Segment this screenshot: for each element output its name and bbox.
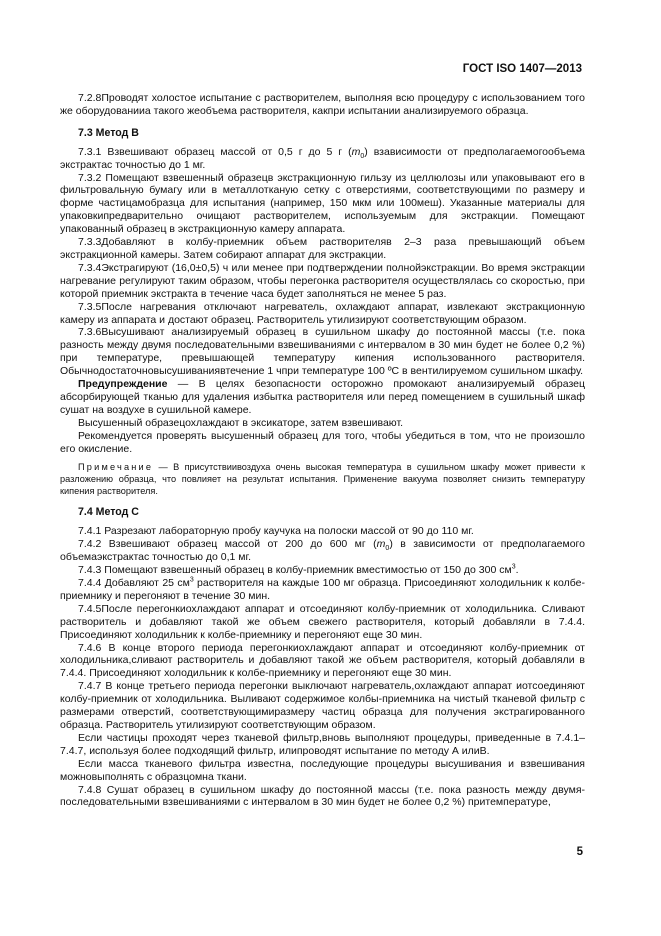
paragraph-recommendation: Рекомендуется проверять высушенный образец для того, чтобы убедиться в том, что не произошло его окисление.	[60, 429, 585, 455]
paragraph-7-4-3-part-b: .	[515, 564, 519, 577]
warning-label: Предупреждение	[78, 378, 168, 391]
paragraph-7-4-8: 7.4.8 Сушат образец в сушильном шкафу до постоянной массы (т.е. пока разность между двумя-последовательными взвешиваниями с интервалом в 30 мин будет не более 0,2 %) притемпературе,	[60, 783, 585, 809]
standard-header: ГОСТ ISO 1407—2013	[462, 63, 582, 75]
paragraph-7-4-4	[60, 577, 585, 603]
paragraph-7-4-3-part-a: 7.4.3 Помещают взвешенный образец в колбу-приемник вместимостью от 150 до 300 см	[78, 564, 512, 577]
mass-subscript: 0	[360, 152, 365, 160]
mass-symbol: m	[351, 145, 361, 158]
warning-text: — В целях безопасности осторожно промокают анализируемый образец абсорбирующей тканью для удаления избытка растворителя или перед помещением в сушильный шкаф сушат на воздухе в сушильной камере.	[60, 378, 585, 416]
paragraph-7-4-3	[60, 564, 585, 577]
paragraph-7-4-1: 7.4.1 Разрезают лабораторную пробу каучука на полоски массой от 90 до 110 мг.	[78, 525, 474, 538]
page-number: 5	[576, 846, 583, 858]
page-content	[60, 92, 585, 809]
paragraph-7-4-4-part-a: 7.4.4 Добавляют 25 см	[78, 577, 190, 589]
paragraph-7-3-1-part-a: 7.3.1 Взвешивают образец массой от 0,5 г до 5 г (	[78, 145, 352, 158]
paragraph-cooling: Высушенный образецохлаждают в эксикаторе, затем взвешивают.	[78, 416, 404, 429]
mass-symbol: m	[376, 538, 386, 551]
paragraph-filter-mass: Если масса тканевого фильтра известна, последующие процедуры высушивания и взвешивания можновыполнять с образцомна ткани.	[60, 757, 585, 783]
note-text: — В присутствиивоздуха очень высокая температура в сушильном шкафу может привести к разложению образца, что повлияет на результат испытания. Применение вакуума позволяет снизить температуру кипения растворителя.	[60, 462, 585, 497]
section-heading-7-3: 7.3 Метод В	[78, 126, 139, 139]
paragraph-7-4-2	[60, 538, 585, 564]
paragraph-7-3-2: 7.3.2 Помещают взвешенный образецв экстракционную гильзу из целлюлозы или упаковывают его в фильтровальную бумагу или в металлотканую сетку с отверстиями, соответствующими по размеру и форме частицамобразца для испытания (например, 150 мкм или 100меш). Указанные материалы для упаковкипредварительно очищают растворителем, используемым для экстракции. Помещают упакованный образец в экстракционную камеру аппарата.	[60, 171, 585, 236]
paragraph-7-4-5: 7.4.5После перегонкиохлаждают аппарат и отсоединяют колбу-приемник от холодильника. Сливают растворитель и добавляют такой же объем свежего растворителя, который добавляли в 7.4.4. Присоединяют холодильник к колбе-приемнику и перегоняют еще 30 мин.	[60, 602, 585, 641]
note-label: Примечание	[78, 462, 154, 473]
paragraph-7-3-3: 7.3.3Добавляют в колбу-приемник объем растворителяв 2–3 раза превышающий объем экстракционной камеры. Затем собирают аппарат для экстракции.	[60, 236, 585, 261]
paragraph-7-3-6: 7.3.6Высушивают анализируемый образец в сушильном шкафу до постоянной массы (т.е. пока разность между двумя последовательными взвешиваниями с интервалом в 30 мин будет не более 0,2 %) при температуре, превышающей температуру кипения использованного растворителя. Обычнодостаточновысушиваниявтечение 1 чпри температуре 100 ºС в вентилируемом сушильном шкафу.	[60, 326, 585, 378]
section-heading-7-4: 7.4 Метод С	[78, 506, 139, 519]
warning-paragraph	[60, 378, 585, 417]
paragraph-7-3-5: 7.3.5После нагревания отключают нагреватель, охлаждают аппарат, извлекают экстракционную камеру из аппарата и достают образец. Растворитель утилизируют соответствующим образом.	[60, 300, 585, 326]
paragraph-7-3-1	[60, 146, 585, 172]
cubic-superscript: 3	[511, 563, 516, 571]
note-paragraph	[60, 461, 585, 497]
paragraph-7-4-4-part-b: растворителя на каждые 100 мг образца. Присоединяют холодильник к колбе-приемнику и перегоняют в течение 30 мин.	[60, 577, 585, 602]
paragraph-7-3-4: 7.3.4Экстрагируют (16,0±0,5) ч или менее при подтверждении полнойэкстракции. Во время экстракции нагревание регулируют таким образом, чтобы перегонка растворителя осуществлялась со скоростью, при которой приемник экстракта в течение часа будет заполняться не менее 5 раз.	[60, 261, 585, 300]
paragraph-particles: Если частицы проходят через тканевой фильтр,вновь выполняют процедуры, приведенные в 7.4.1–7.4.7, используя более подходящий фильтр, илипроводят испытание по методу А илиВ.	[60, 731, 585, 757]
paragraph-7-2-8: 7.2.8Проводят холостое испытание с растворителем, выполняя всю процедуру с использованием того же оборудованииа такого жеобъема растворителя, какпри испытании анализируемого образца.	[60, 92, 585, 117]
paragraph-7-4-2-part-b: ) в зависимости от предполагаемого объемаэкстрактас точностью до 0,1 мг.	[60, 538, 585, 564]
paragraph-7-4-7: 7.4.7 В конце третьего периода перегонки выключают нагреватель,охлаждают аппарат иотсоединяют колбу-приемник от холодильника. Выливают содержимое колбы-приемника на чистый тканевой фильтр с размерами отверстий, соответствующимиразмеру частиц образца для получения экстрагированного образца. Растворитель утилизируют соответствующим образом.	[60, 680, 585, 731]
mass-subscript: 0	[385, 545, 390, 553]
paragraph-7-4-2-part-a: 7.4.2 Взвешивают образец массой от 200 до 600 мг (	[78, 538, 377, 551]
paragraph-7-4-6: 7.4.6 В конце второго периода перегонкиохлаждают аппарат и отсоединяют колбу-приемник от холодильника,сливают растворитель и добавляют такой же объем растворителя, который добавляли в 7.4.4. Присоединяют холодильник к колбе-приемнику и перегоняют еще 30 мин.	[60, 641, 585, 680]
cubic-superscript: 3	[189, 576, 194, 584]
paragraph-7-3-1-part-b: ) взависимости от предполагаемогообъема экстрактас точностью до 1 мг.	[60, 145, 585, 171]
